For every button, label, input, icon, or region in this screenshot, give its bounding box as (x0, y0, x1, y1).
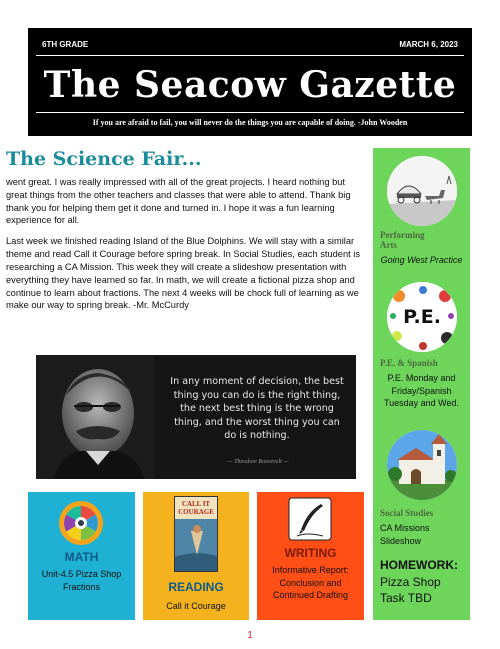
page-number: 1 (247, 630, 253, 641)
book-title-line: COURAGE (178, 508, 214, 516)
article-paragraph-2: Last week we finished reading Island of the Blue Dolphins. We will stay with a similar theme and read Call it Courage before spring break. In Social Studies, each student is researching a CA Mission. This week they will create a slideshow presentation with everything they have learned so far. In math, we will create a fictional pizza shop and continue to learn about fractions. The next 4 weeks will be chock full of learning as we make our way to spring break. -Mr. McCurdy (6, 236, 361, 311)
quote-line: thing, and the worst thing you can (174, 416, 340, 428)
ss-line: CA Missions (380, 523, 430, 533)
pe-spanish-heading: P.E. & Spanish (380, 358, 438, 368)
quote-signature: — Theodore Roosevelt — (227, 459, 289, 465)
homework-line: Task TBD (380, 591, 432, 606)
pe-spanish-text (377, 372, 466, 410)
quill-pen-icon (287, 496, 333, 542)
math-line: Fractions (62, 581, 100, 592)
book-title-line: CALL IT (181, 500, 211, 508)
newsletter-title: The Seacow Gazette (43, 64, 457, 106)
article-paragraph-1: went great. I was really impressed with all of the great projects. I heard nothing but great things from the other teachers and classes that were able to attend. Thank big thank you for helping them get it done and turned in. I hope it was a fun learning experience for all. (6, 177, 351, 226)
signature-text: Theodore Roosevelt (234, 459, 282, 465)
math-gear-icon (56, 498, 106, 548)
quote-line: do is nothing. (224, 430, 290, 442)
pe-badge-text: P.E. (403, 306, 441, 328)
masthead (28, 28, 472, 136)
quote-line: the next best thing is the wrong (180, 403, 334, 415)
social-studies-text (380, 522, 466, 547)
writing-line: Informative Report: (272, 565, 349, 575)
performing-arts-heading (380, 230, 424, 250)
mission-image (387, 430, 457, 500)
social-studies-heading: Social Studies (380, 508, 434, 518)
california-mission-icon (387, 430, 457, 500)
reading-card (143, 492, 249, 620)
quote-line: In any moment of decision, the best (170, 376, 344, 387)
grade-label: 6TH GRADE (42, 40, 89, 49)
book-illustration-icon (175, 519, 218, 572)
roosevelt-portrait-icon (36, 355, 154, 479)
homework-line: Pizza Shop (380, 575, 441, 589)
masthead-top-rule (36, 55, 464, 56)
quote-line: thing you can do is the right thing, (173, 389, 341, 401)
book-cover-title (175, 497, 217, 519)
masthead-quote: If you are afraid to fail, you will never do the things you are capable of doing. -John Wooden (92, 118, 408, 127)
homework-text (380, 574, 441, 606)
writing-card-title: WRITING (284, 546, 337, 560)
pe-line: P.E. Monday and (387, 373, 456, 383)
math-card (28, 492, 135, 620)
writing-card-text (261, 564, 360, 602)
ss-line: Slideshow (380, 535, 422, 546)
heading-line: Performing (380, 230, 425, 240)
quote-text (164, 375, 350, 443)
book-cover-icon (174, 496, 218, 572)
article-headline: The Science Fair... (6, 148, 202, 170)
heading-line: Arts (380, 240, 397, 250)
pe-line: Friday/Spanish (391, 385, 452, 396)
issue-date: MARCH 6, 2023 (399, 40, 458, 49)
writing-line: Continued Drafting (272, 590, 349, 601)
math-card-title: MATH (64, 550, 99, 564)
writing-line: Conclusion and (279, 577, 342, 588)
pe-badge (387, 282, 457, 352)
writing-card (257, 492, 364, 620)
reading-card-text: Call it Courage (166, 601, 226, 611)
homework-heading: HOMEWORK: (380, 558, 458, 572)
performing-arts-text: Going West Practice (380, 255, 463, 265)
roosevelt-quote-image (36, 355, 356, 479)
pe-line: Tuesday and Wed. (383, 398, 460, 409)
sidebar (373, 148, 470, 620)
masthead-bottom-rule (36, 112, 464, 113)
math-card-text (32, 568, 131, 593)
performing-arts-image (387, 156, 457, 226)
math-line: Unit-4.5 Pizza Shop (41, 569, 122, 579)
reading-card-title: READING (168, 580, 224, 594)
wagon-train-sketch-icon (387, 156, 457, 226)
article (6, 148, 364, 312)
